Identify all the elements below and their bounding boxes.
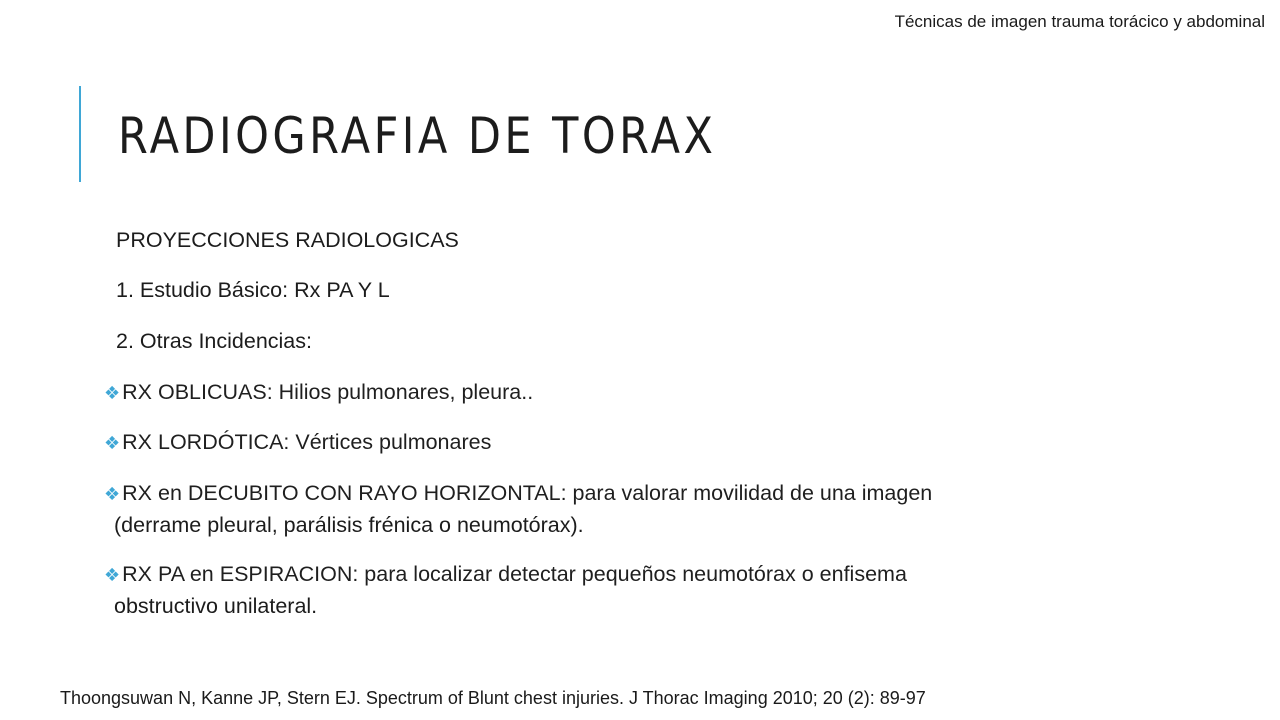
list-item-2: 2. Otras Incidencias: [116, 329, 312, 353]
bullet-item [104, 430, 1004, 455]
bullet-text: RX en DECUBITO CON RAYO HORIZONTAL: para valorar movilidad de una imagen [122, 481, 933, 505]
diamond-bullet-icon: ❖ [104, 383, 121, 403]
bullet-text: RX PA en ESPIRACION: para localizar detectar pequeños neumotórax o enfisema [122, 562, 907, 586]
title-accent-bar [79, 86, 81, 182]
bullet-text: RX OBLICUAS: Hilios pulmonares, pleura.. [122, 380, 534, 404]
bullet-item [104, 562, 1004, 587]
section-subtitle: PROYECCIONES RADIOLOGICAS [116, 228, 459, 252]
bullet-item [104, 380, 1004, 405]
bullet-item [104, 481, 1004, 506]
diamond-bullet-icon: ❖ [104, 484, 121, 504]
slide-title: RADIOGRAFIA DE TORAX [118, 107, 717, 165]
diamond-bullet-icon: ❖ [104, 433, 121, 453]
list-item-1: 1. Estudio Básico: Rx PA Y L [116, 278, 390, 302]
header-title: Técnicas de imagen trauma torácico y abdominal [894, 12, 1265, 31]
citation: Thoongsuwan N, Kanne JP, Stern EJ. Spectrum of Blunt chest injuries. J Thorac Imaging 2010; 20 (2): 89-97 [60, 688, 926, 708]
bullet-text-continuation: (derrame pleural, parálisis frénica o neumotórax). [114, 513, 584, 537]
bullet-text: RX LORDÓTICA: Vértices pulmonares [122, 430, 492, 454]
diamond-bullet-icon: ❖ [104, 565, 121, 585]
bullet-text-continuation: obstructivo unilateral. [114, 594, 318, 618]
